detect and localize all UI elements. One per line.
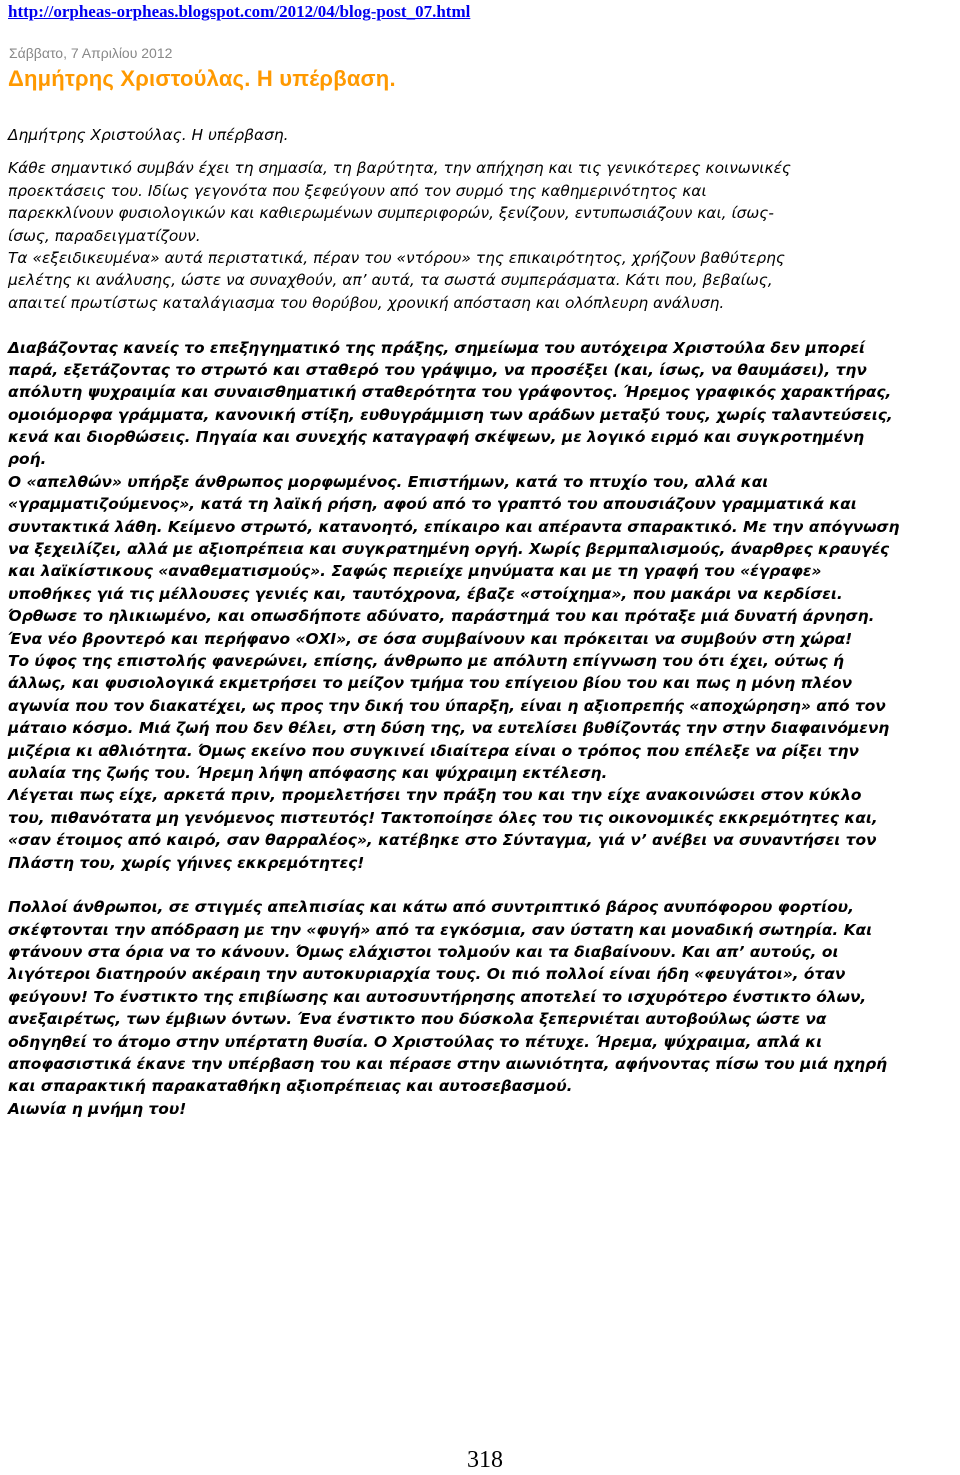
text-line: και σπαρακτική παρακαταθήκη αξιοπρέπειας και αυτοσεβασμού.: [8, 1077, 573, 1096]
text-line: σκέφτονται την απόδραση με την «φυγή» από τα εγκόσμια, σαν ύστατη και μοναδική σωτηρία. Και: [8, 920, 873, 939]
text-line: οδηγηθεί το άτομο στην υπέρτατη θυσία. Ο Χριστούλας το πέτυχε. Ήρεμα, ψύχραιμα, απλά κι: [8, 1032, 823, 1051]
text-line: μάταιο κόσμο. Μιά ζωή που δεν θέλει, στη δύση της, να ευτελίσει βυθίζοντάς την στην διαφαινόμενη: [8, 719, 890, 738]
text-line: απαιτεί πρωτίστως καταλάγιασμα του θορύβου, χρονική απόσταση και ολόπλευρη ανάλυση.: [8, 293, 725, 312]
article-body: [8, 113, 952, 1120]
spacer: [8, 113, 952, 124]
text-line: ροή.: [8, 450, 47, 469]
text-line: συντακτικά λάθη. Κείμενο στρωτό, κατανοητό, επίκαιρο και απέραντα σπαρακτικό. Με την απόγνωση: [8, 517, 900, 536]
spacer: [8, 146, 952, 157]
paragraph-analysis: [8, 337, 952, 874]
text-line: ομοιόμορφα γράμματα, κανονική στίξη, ευθυγράμμιση των αράδων μεταξύ τους, χωρίς ταλαντεύσεις,: [8, 405, 893, 424]
text-line: μιζέρια κι αθλιότητα. Όμως εκείνο που συγκινεί ιδιαίτερα είναι ο τρόπος που επέλεξε να ρίξει την: [8, 741, 859, 760]
spacer: [8, 314, 952, 336]
text-line: και λαϊκίστικους «αναθεματισμούς». Σαφώς περιείχε μηνύματα και με τη γραφή του «έγραφε»: [8, 562, 822, 581]
text-line: Όρθωσε το ηλικιωμένο, και οπωσδήποτε αδύνατο, παράστημά του και πρόταξε μιά δυνατή άρνηση.: [8, 607, 875, 626]
page-number: 318: [467, 1447, 503, 1473]
text-line: Αιωνία η μνήμη του!: [8, 1099, 187, 1118]
post-date: Σάββατο, 7 Απριλίου 2012: [9, 45, 173, 61]
text-line: να ξεχειλίζει, αλλά με αξιοπρέπεια και συγκρατημένη οργή. Χωρίς βερμπαλισμούς, άναρθρες κραυγές: [8, 540, 890, 559]
text-line: Πλάστη του, χωρίς γήινες εκκρεμότητες!: [8, 853, 365, 872]
text-line: φτάνουν στα όρια να το κάνουν. Όμως ελάχιστοι τολμούν και τα διαβαίνουν. Και απ’ αυτούς, οι: [8, 943, 839, 962]
paragraph-conclusion: [8, 896, 952, 1120]
text-line: αποφασιστικά έκανε την υπέρβαση του και πέρασε στην αιωνιότητα, αφήνοντας πίσω του μιά ηχηρή: [8, 1055, 888, 1074]
paragraph-intro: [8, 157, 952, 314]
text-line: Ένα νέο βροντερό και περήφανο «ΟΧΙ», σε όσα συμβαίνουν και πρόκειται να συμβούν στη χώρα!: [8, 629, 853, 648]
text-line: υποθήκες γιά τις μέλλουσες γενιές και, ταυτόχρονα, έβαζε «στοίχημα», που μακάρι να κερδίσει.: [8, 584, 843, 603]
text-line: ίσως, παραδειγματίζουν.: [8, 226, 201, 245]
text-line: ανεξαιρέτως, των έμβιων όντων. Ένα ένστικτο που δύσκολα ξεπερνιέται αυτοβούλως ώστε να: [8, 1010, 827, 1029]
spacer: [8, 874, 952, 896]
text-line: Λέγεται πως είχε, αρκετά πριν, προμελετήσει την πράξη του και την είχε ανακοινώσει στον κύκλο: [8, 786, 862, 805]
text-line: αγωνία που τον διακατέχει, ως προς την δική του ύπαρξη, είναι η αξιοπρεπής «αποχώρηση» από τον: [8, 696, 886, 715]
text-line: παρεκκλίνουν φυσιολογικών και καθιερωμένων συμπεριφορών, ξενίζουν, εντυπωσιάζουν και, ίσως-: [8, 204, 774, 223]
text-line: παρά, εξετάζοντας το στρωτό και σταθερό του γράψιμο, να προσέξει (και, ίσως, να θαυμάσει), την: [8, 360, 867, 379]
post-title[interactable]: Δημήτρης Χριστούλας. Η υπέρβαση.: [8, 66, 396, 91]
text-line: λιγότεροι διατηρούν ακέραιη την αυτοκυριαρχία τους. Οι πιό πολλοί είναι ήδη «φευγάτοι», όταν: [8, 965, 846, 984]
text-line: κενά και διορθώσεις. Πηγαία και συνεχής καταγραφή σκέψεων, με λογικό ειρμό και συγκροτημένη: [8, 428, 865, 447]
text-line: «γραμματιζούμενος», κατά τη λαϊκή ρήση, αφού από το γραπτό του απουσιάζουν γραμματικά και: [8, 495, 857, 514]
text-line: «σαν έτοιμος από καιρό, σαν θαρραλέος», κατέβηκε στο Σύνταγμα, γιά ν’ ανέβει να συναντήσει τον: [8, 831, 877, 850]
text-line: Κάθε σημαντικό συμβάν έχει τη σημασία, τη βαρύτητα, την απήχηση και τις γενικότερες κοινωνικές: [8, 159, 791, 178]
text-line: απόλυτη ψυχραιμία και συναισθηματική σταθερότητα του γράφοντος. Ήρεμος γραφικός χαρακτήρας,: [8, 383, 892, 402]
text-line: προεκτάσεις του. Ιδίως γεγονότα που ξεφεύγουν από τον συρμό της καθημερινότητος και: [8, 181, 707, 200]
text-line: Το ύφος της επιστολής φανερώνει, επίσης, άνθρωπο με απόλυτη επίγνωση του ότι έχει, ούτως ή: [8, 651, 844, 670]
text-line: Τα «εξειδικευμένα» αυτά περιστατικά, πέραν του «ντόρου» της επικαιρότητος, χρήζουν βαθύτερης: [8, 248, 785, 267]
text-line: του, πιθανότατα μη γενόμενος πιστευτός! Τακτοποίησε όλες του τις οικονομικές εκκρεμότητες και,: [8, 808, 878, 827]
text-line: Διαβάζοντας κανείς το επεξηγηματικό της πράξης, σημείωμα του αυτόχειρα Χριστούλα δεν μπορεί: [8, 338, 866, 357]
text-line: αυλαία της ζωής του. Ήρεμη λήψη απόφασης και ψύχραιμη εκτέλεση.: [8, 763, 608, 782]
text-line: μελέτης κι ανάλυσης, ώστε να συναχθούν, απ’ αυτά, τα σωστά συμπεράσματα. Κάτι που, βεβαίως,: [8, 271, 773, 290]
article-subtitle: Δημήτρης Χριστούλας. Η υπέρβαση.: [8, 126, 289, 144]
text-line: άλλως, και φυσιολογικά εκμετρήσει το μείζον τμήμα του επίγειου βίου του και πως η μόνη πλέον: [8, 674, 853, 693]
text-line: Ο «απελθών» υπήρξε άνθρωπος μορφωμένος. Επιστήμων, κατά το πτυχίο του, αλλά και: [8, 472, 769, 491]
text-line: Πολλοί άνθρωποι, σε στιγμές απελπισίας και κάτω από συντριπτικό βάρος ανυπόφορου φορτίου,: [8, 898, 854, 917]
text-line: φεύγουν! Το ένστικτο της επιβίωσης και αυτοσυντήρησης αποτελεί το ισχυρότερο ένστικτο όλων,: [8, 987, 867, 1006]
source-url-link[interactable]: http://orpheas-orpheas.blogspot.com/2012/04/blog-post_07.html: [8, 2, 471, 21]
